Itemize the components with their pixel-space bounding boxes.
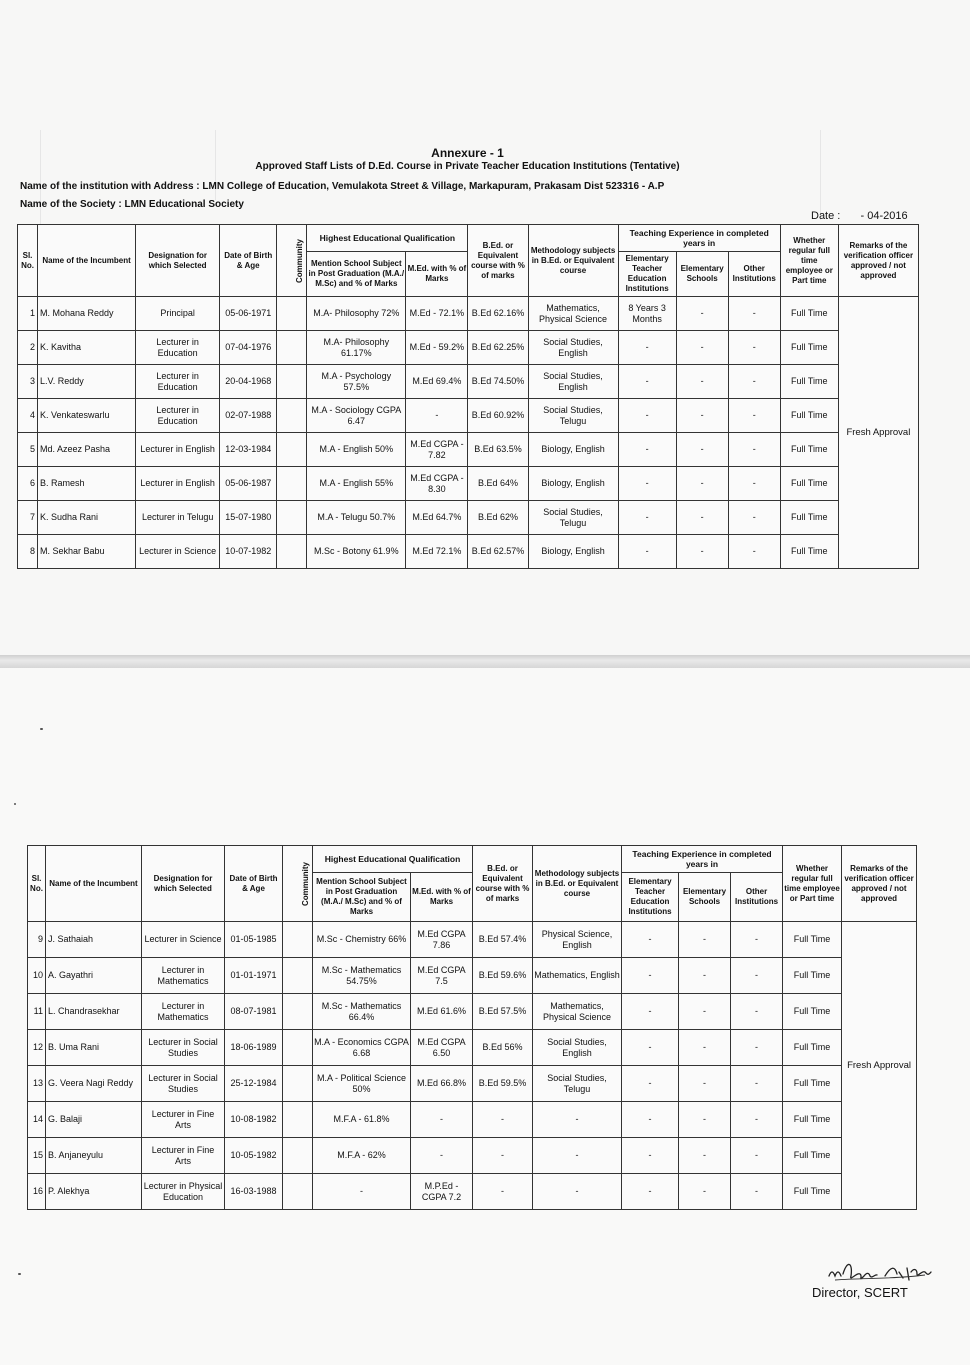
methodology-cell: - [533,1174,622,1210]
pg-cell: M.Sc - Chemistry 66% [313,922,411,958]
pg-cell: M.A- Philosophy 72% [307,297,406,331]
bed-cell: B.Ed 64% [468,467,528,501]
exp-other-cell: - [728,501,780,535]
name-cell: B. Anjaneyulu [46,1138,142,1174]
exp-elem-tei-cell: - [622,1138,679,1174]
exp-elem-schools-cell: - [679,1030,731,1066]
exp-elem-tei-cell: - [618,535,676,569]
sl-cell: 12 [28,1030,46,1066]
med-cell: M.Ed 69.4% [406,365,468,399]
dob-cell: 05-06-1971 [220,297,277,331]
institution-name: Name of the institution with Address : LMN College of Education, Vemulakota Street & Village, Markapuram, Prakasam Dist 523316 - A.P [20,181,665,192]
regular-cell: Full Time [783,1102,842,1138]
col-designation: Designation for which Selected [136,225,220,297]
community-cell [277,535,307,569]
scan-speck [18,1273,21,1275]
pg-cell: M.A - Economics CGPA 6.68 [313,1030,411,1066]
designation-cell: Lecturer in Science [142,922,225,958]
regular-cell: Full Time [783,1030,842,1066]
name-cell: L. Chandrasekhar [46,994,142,1030]
dob-cell: 07-04-1976 [220,331,277,365]
exp-elem-schools-cell: - [679,1138,731,1174]
exp-elem-schools-cell: - [676,365,728,399]
dob-cell: 10-05-1982 [225,1138,283,1174]
exp-elem-tei-cell: - [622,994,679,1030]
bleed-through-line [820,130,821,220]
document-subtitle: Approved Staff Lists of D.Ed. Course in Private Teacher Education Institutions (Tentative) [255,161,680,172]
pg-cell: - [313,1174,411,1210]
director-label: Director, SCERT [812,1285,908,1300]
methodology-cell: Biology, English [528,433,618,467]
sl-cell: 2 [18,331,38,365]
name-cell: J. Sathaiah [46,922,142,958]
pg-cell: M.A - Psychology 57.5% [307,365,406,399]
table-row [28,1066,917,1102]
bed-cell: B.Ed 74.50% [468,365,528,399]
med-cell: M.Ed 72.1% [406,535,468,569]
exp-elem-schools-cell: - [676,501,728,535]
exp-elem-tei-cell: - [618,365,676,399]
regular-cell: Full Time [780,535,838,569]
methodology-cell: Social Studies, English [528,331,618,365]
exp-elem-schools-cell: - [676,331,728,365]
designation-cell: Lecturer in Social Studies [142,1066,225,1102]
exp-elem-schools-cell: - [679,1174,731,1210]
pg-cell: M.A - English 50% [307,433,406,467]
pg-cell: M.F.A - 62% [313,1138,411,1174]
designation-cell: Lecturer in English [136,433,220,467]
regular-cell: Full Time [780,467,838,501]
name-cell: M. Mohana Reddy [38,297,136,331]
table-row [28,1174,917,1210]
col-teaching-experience: Teaching Experience in completed years in [618,225,780,252]
col-regular: Whether regular full time employee or Part time [783,846,842,922]
exp-elem-tei-cell: - [618,433,676,467]
col-dob: Date of Birth & Age [225,846,283,922]
dob-cell: 16-03-1988 [225,1174,283,1210]
pg-cell: M.A - Political Science 50% [313,1066,411,1102]
date-value: - 04-2016 [860,210,908,222]
med-cell: - [411,1102,473,1138]
bed-cell: B.Ed 59.5% [473,1066,533,1102]
exp-elem-tei-cell: - [622,1102,679,1138]
sl-cell: 5 [18,433,38,467]
exp-other-cell: - [731,1138,783,1174]
community-cell [277,399,307,433]
name-cell: K. Kavitha [38,331,136,365]
dob-cell: 10-08-1982 [225,1102,283,1138]
methodology-cell: Social Studies, Telugu [528,501,618,535]
col-sl: Sl. No. [28,846,46,922]
exp-elem-tei-cell: 8 Years 3 Months [618,297,676,331]
community-cell [283,1174,313,1210]
staff-table-2-body [28,922,917,1210]
col-exp-elem-tei: Elementary Teacher Education Institutions [618,252,676,297]
col-community [277,225,307,297]
col-name: Name of the Incumbent [46,846,142,922]
name-cell: L.V. Reddy [38,365,136,399]
table-row [28,1102,917,1138]
name-cell: G. Balaji [46,1102,142,1138]
pg-cell: M.A- Philosophy 61.17% [307,331,406,365]
staff-table-2 [27,845,917,1210]
page-1 [0,0,970,655]
methodology-cell: Mathematics, Physical Science [528,297,618,331]
methodology-cell: Physical Science, English [533,922,622,958]
bed-cell: B.Ed 56% [473,1030,533,1066]
col-exp-elem-schools: Elementary Schools [676,252,728,297]
regular-cell: Full Time [783,1066,842,1102]
exp-other-cell: - [728,399,780,433]
community-cell [283,1066,313,1102]
med-cell: M.P.Ed - CGPA 7.2 [411,1174,473,1210]
scan-speck [40,728,43,730]
col-methodology: Methodology subjects in B.Ed. or Equivalent course [533,846,622,922]
exp-other-cell: - [728,331,780,365]
regular-cell: Full Time [783,1138,842,1174]
med-cell: M.Ed - 72.1% [406,297,468,331]
bed-cell: B.Ed 57.5% [473,994,533,1030]
col-bed: B.Ed. or Equivalent course with % of marks [473,846,533,922]
name-cell: G. Veera Nagi Reddy [46,1066,142,1102]
col-highest-qualification: Highest Educational Qualification [313,846,473,873]
designation-cell: Lecturer in Telugu [136,501,220,535]
community-cell [277,433,307,467]
col-exp-elem-schools: Elementary Schools [679,873,731,922]
exp-elem-tei-cell: - [618,501,676,535]
sl-cell: 9 [28,922,46,958]
exp-elem-tei-cell: - [618,399,676,433]
director-signature [825,1258,935,1284]
table-row [28,922,917,958]
sl-cell: 3 [18,365,38,399]
community-cell [283,1102,313,1138]
regular-cell: Full Time [783,922,842,958]
pg-cell: M.Sc - Mathematics 66.4% [313,994,411,1030]
page-separator [0,655,970,668]
sl-cell: 15 [28,1138,46,1174]
exp-elem-schools-cell: - [679,922,731,958]
designation-cell: Lecturer in Science [136,535,220,569]
exp-elem-schools-cell: - [679,1102,731,1138]
regular-cell: Full Time [780,297,838,331]
designation-cell: Principal [136,297,220,331]
name-cell: K. Sudha Rani [38,501,136,535]
exp-elem-schools-cell: - [679,1066,731,1102]
sl-cell: 1 [18,297,38,331]
community-cell [283,958,313,994]
bed-cell: - [473,1138,533,1174]
table-row [18,535,919,569]
pg-cell: M.Sc - Botony 61.9% [307,535,406,569]
bed-cell: B.Ed 57.4% [473,922,533,958]
col-methodology: Methodology subjects in B.Ed. or Equivalent course [528,225,618,297]
pg-cell: M.A - Telugu 50.7% [307,501,406,535]
name-cell: A. Gayathri [46,958,142,994]
bleed-through-line [40,130,41,230]
med-cell: M.Ed CGPA - 8.30 [406,467,468,501]
col-sl: Sl. No. [18,225,38,297]
col-pg-subject: Mention School Subject in Post Graduation (M.A./ M.Sc) and % of Marks [313,873,411,922]
bed-cell: B.Ed 62.57% [468,535,528,569]
pg-cell: M.A - English 55% [307,467,406,501]
methodology-cell: Biology, English [528,535,618,569]
exp-elem-tei-cell: - [622,1030,679,1066]
bed-cell: B.Ed 62.25% [468,331,528,365]
col-designation: Designation for which Selected [142,846,225,922]
bed-cell: B.Ed 62% [468,501,528,535]
col-exp-other: Other Institutions [731,873,783,922]
col-regular: Whether regular full time employee or Part time [780,225,838,297]
designation-cell: Lecturer in Social Studies [142,1030,225,1066]
sl-cell: 11 [28,994,46,1030]
name-cell: B. Ramesh [38,467,136,501]
exp-other-cell: - [731,1030,783,1066]
exp-elem-schools-cell: - [676,399,728,433]
med-cell: M.Ed 64.7% [406,501,468,535]
table-row [18,365,919,399]
exp-elem-tei-cell: - [618,467,676,501]
regular-cell: Full Time [780,331,838,365]
community-cell [277,467,307,501]
sl-cell: 10 [28,958,46,994]
exp-other-cell: - [731,958,783,994]
regular-cell: Full Time [780,365,838,399]
designation-cell: Lecturer in Fine Arts [142,1138,225,1174]
exp-other-cell: - [728,467,780,501]
designation-cell: Lecturer in Physical Education [142,1174,225,1210]
dob-cell: 01-05-1985 [225,922,283,958]
table-row [28,994,917,1030]
exp-elem-tei-cell: - [618,331,676,365]
sl-cell: 13 [28,1066,46,1102]
col-name: Name of the Incumbent [38,225,136,297]
bed-cell: - [473,1174,533,1210]
pg-cell: M.Sc - Mathematics 54.75% [313,958,411,994]
col-highest-qualification: Highest Educational Qualification [307,225,468,252]
dob-cell: 25-12-1984 [225,1066,283,1102]
methodology-cell: Mathematics, Physical Science [533,994,622,1030]
methodology-cell: Social Studies, English [528,365,618,399]
exp-elem-schools-cell: - [679,994,731,1030]
community-cell [283,1030,313,1066]
bed-cell: B.Ed 62.16% [468,297,528,331]
table-row [28,1030,917,1066]
col-community-label: Community [301,861,310,906]
bed-cell: - [473,1102,533,1138]
exp-other-cell: - [728,365,780,399]
exp-elem-tei-cell: - [622,958,679,994]
name-cell: M. Sekhar Babu [38,535,136,569]
annexure-title: Annexure - 1 [431,146,504,160]
col-bed: B.Ed. or Equivalent course with % of marks [468,225,528,297]
exp-other-cell: - [731,1102,783,1138]
dob-cell: 05-06-1987 [220,467,277,501]
col-pg-subject: Mention School Subject in Post Graduation (M.A./ M.Sc) and % of Marks [307,252,406,297]
staff-table-1 [17,224,919,569]
staff-table-1-body [18,297,919,569]
sl-cell: 16 [28,1174,46,1210]
med-cell: M.Ed - 59.2% [406,331,468,365]
name-cell: P. Alekhya [46,1174,142,1210]
sl-cell: 4 [18,399,38,433]
methodology-cell: - [533,1102,622,1138]
regular-cell: Full Time [780,433,838,467]
scan-speck [14,803,16,805]
exp-other-cell: - [731,1066,783,1102]
regular-cell: Full Time [783,994,842,1030]
col-exp-elem-tei: Elementary Teacher Education Institutions [622,873,679,922]
sl-cell: 14 [28,1102,46,1138]
name-cell: K. Venkateswarlu [38,399,136,433]
remarks-cell: Fresh Approval [838,297,918,569]
community-cell [283,1138,313,1174]
designation-cell: Lecturer in English [136,467,220,501]
med-cell: - [411,1138,473,1174]
med-cell: - [406,399,468,433]
col-med: M.Ed. with % of Marks [411,873,473,922]
col-exp-other: Other Institutions [728,252,780,297]
methodology-cell: Social Studies, Telugu [528,399,618,433]
col-remarks: Remarks of the verification officer approved / not approved [838,225,918,297]
exp-elem-schools-cell: - [676,535,728,569]
exp-other-cell: - [728,297,780,331]
med-cell: M.Ed 61.6% [411,994,473,1030]
sl-cell: 7 [18,501,38,535]
name-cell: B. Uma Rani [46,1030,142,1066]
col-community-label: Community [295,238,305,283]
col-med: M.Ed. with % of Marks [406,252,468,297]
methodology-cell: - [533,1138,622,1174]
table-row [18,433,919,467]
dob-cell: 02-07-1988 [220,399,277,433]
bed-cell: B.Ed 59.6% [473,958,533,994]
col-teaching-experience: Teaching Experience in completed years in [622,846,783,873]
exp-elem-schools-cell: - [676,297,728,331]
methodology-cell: Mathematics, English [533,958,622,994]
bed-cell: B.Ed 63.5% [468,433,528,467]
exp-elem-schools-cell: - [676,467,728,501]
dob-cell: 15-07-1980 [220,501,277,535]
regular-cell: Full Time [780,399,838,433]
table-row [18,331,919,365]
table-row [18,399,919,433]
pg-cell: M.F.A - 61.8% [313,1102,411,1138]
dob-cell: 10-07-1982 [220,535,277,569]
col-remarks: Remarks of the verification officer approved / not approved [842,846,917,922]
pg-cell: M.A - Sociology CGPA 6.47 [307,399,406,433]
community-cell [277,501,307,535]
regular-cell: Full Time [780,501,838,535]
community-cell [277,365,307,399]
exp-elem-schools-cell: - [679,958,731,994]
remarks-cell: Fresh Approval [842,922,917,1210]
document-date [811,210,908,222]
methodology-cell: Biology, English [528,467,618,501]
dob-cell: 18-06-1989 [225,1030,283,1066]
col-dob: Date of Birth & Age [220,225,277,297]
dob-cell: 12-03-1984 [220,433,277,467]
bed-cell: B.Ed 60.92% [468,399,528,433]
exp-other-cell: - [731,994,783,1030]
regular-cell: Full Time [783,1174,842,1210]
table-row [18,501,919,535]
community-cell [277,331,307,365]
exp-elem-schools-cell: - [676,433,728,467]
methodology-cell: Social Studies, English [533,1030,622,1066]
exp-other-cell: - [731,1174,783,1210]
society-name: Name of the Society : LMN Educational Society [20,199,244,210]
dob-cell: 01-01-1971 [225,958,283,994]
exp-other-cell: - [728,535,780,569]
exp-other-cell: - [731,922,783,958]
designation-cell: Lecturer in Mathematics [142,958,225,994]
med-cell: M.Ed CGPA 7.86 [411,922,473,958]
table-row [18,467,919,501]
designation-cell: Lecturer in Education [136,399,220,433]
med-cell: M.Ed 66.8% [411,1066,473,1102]
table-row [18,297,919,331]
exp-elem-tei-cell: - [622,1066,679,1102]
designation-cell: Lecturer in Fine Arts [142,1102,225,1138]
dob-cell: 20-04-1968 [220,365,277,399]
methodology-cell: Social Studies, Telugu [533,1066,622,1102]
med-cell: M.Ed CGPA 7.5 [411,958,473,994]
table-row [28,1138,917,1174]
designation-cell: Lecturer in Education [136,365,220,399]
exp-other-cell: - [728,433,780,467]
col-community [283,846,313,922]
dob-cell: 08-07-1981 [225,994,283,1030]
med-cell: M.Ed CGPA 6.50 [411,1030,473,1066]
designation-cell: Lecturer in Education [136,331,220,365]
sl-cell: 6 [18,467,38,501]
community-cell [283,994,313,1030]
community-cell [283,922,313,958]
date-label: Date : [811,210,841,222]
designation-cell: Lecturer in Mathematics [142,994,225,1030]
name-cell: Md. Azeez Pasha [38,433,136,467]
table-row [28,958,917,994]
exp-elem-tei-cell: - [622,922,679,958]
sl-cell: 8 [18,535,38,569]
regular-cell: Full Time [783,958,842,994]
exp-elem-tei-cell: - [622,1174,679,1210]
med-cell: M.Ed CGPA - 7.82 [406,433,468,467]
community-cell [277,297,307,331]
